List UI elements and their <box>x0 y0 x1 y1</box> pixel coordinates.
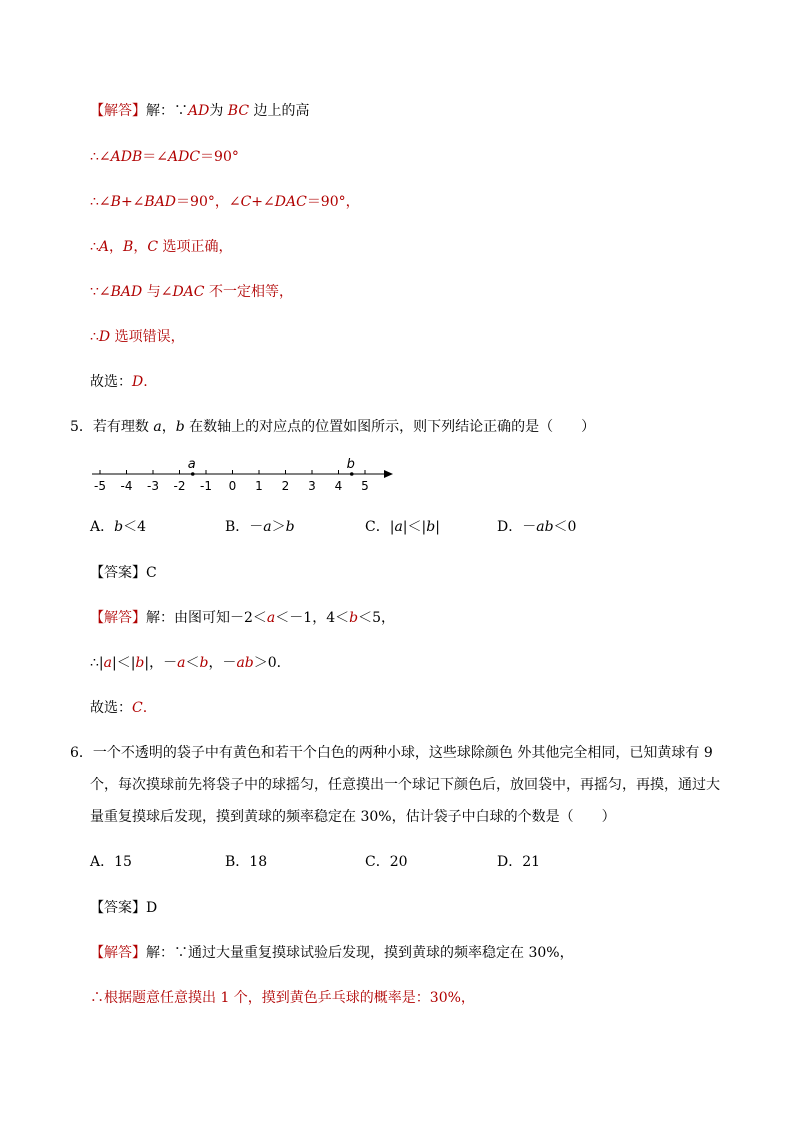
question-6-stem-line-2: 个，每次摸球前先将袋子中的球摇匀，任意摸出一个球记下颜色后，放回袋中，再摇匀，再摸，通过大 <box>90 777 720 793</box>
answer-5: 【答案】C <box>90 565 157 581</box>
option-c[interactable]: C．|a|＜|b| <box>365 519 440 535</box>
number-line-tick-label: -3 <box>147 479 159 493</box>
number-line-tick-label: -5 <box>94 479 106 493</box>
solution-6-line-2: ∴根据题意任意摸出 1 个，摸到黄色乒乓球的概率是：30%， <box>90 990 475 1006</box>
question-6-stem-line-1: 6．一个不透明的袋子中有黄色和若干个白色的两种小球，这些球除颜色 外其他完全相同，已知黄球有 9 <box>70 745 713 761</box>
number-line-figure <box>88 455 408 500</box>
solution-5-line-1: 【解答】解：由图可知－2＜a＜－1，4＜b＜5， <box>90 610 395 626</box>
number-line-point-b <box>350 472 354 476</box>
option-a[interactable]: A．15 <box>90 854 132 870</box>
number-line-tick-label: 4 <box>334 479 343 493</box>
question-5-stem: 5．若有理数 a，b 在数轴上的对应点的位置如图所示，则下列结论正确的是（ ） <box>70 419 596 435</box>
question-number: 6． <box>70 745 93 761</box>
number-line-point-label-a: a <box>187 457 196 472</box>
solution-6-line-1: 【解答】解：∵通过大量重复摸球试验后发现，摸到黄球的频率稳定在 30%， <box>90 945 574 961</box>
option-d[interactable]: D．21 <box>497 854 541 870</box>
solution-line-1: 【解答】解：∵AD为 BC 边上的高 <box>90 103 310 119</box>
number-line-arrow <box>384 470 393 478</box>
number-line-tick-label: 1 <box>255 479 263 493</box>
answer-6: 【答案】D <box>90 900 158 916</box>
option-b[interactable]: B．18 <box>225 854 268 870</box>
number-line-tick-label: -2 <box>173 479 186 493</box>
solution-line-5: ∵∠BAD 与∠DAC 不一定相等， <box>90 284 293 300</box>
solution-label: 【解答】 <box>90 610 146 626</box>
number-line-tick-label: -1 <box>200 479 212 493</box>
solution-5-line-3: 故选：C. <box>90 700 148 716</box>
number-line-tick-label: -4 <box>120 479 133 493</box>
option-c[interactable]: C．20 <box>365 854 408 870</box>
solution-label: 【解答】 <box>90 103 146 119</box>
number-line-tick-label: 0 <box>228 479 237 493</box>
number-line-tick-label: 2 <box>281 479 290 493</box>
solution-label: 【解答】 <box>90 945 146 961</box>
question-number: 5． <box>70 419 93 435</box>
solution-line-3: ∴∠B+∠BAD＝90°，∠C+∠DAC＝90°， <box>90 194 360 210</box>
number-line-tick-label: 3 <box>308 479 316 493</box>
solution-line-7: 故选：D. <box>90 374 148 390</box>
solution-line-2: ∴∠ADB＝∠ADC＝90° <box>90 149 239 165</box>
solution-line-4: ∴A，B，C 选项正确， <box>90 239 233 255</box>
solution-line-6: ∴D 选项错误， <box>90 329 185 345</box>
option-b[interactable]: B．－a＞b <box>225 519 295 535</box>
number-line-tick-label: 5 <box>361 479 369 493</box>
number-line-point-label-b: b <box>346 457 355 472</box>
number-line-point-a <box>191 472 195 476</box>
question-6-stem-line-3: 量重复摸球后发现，摸到黄球的频率稳定在 30%，估计袋子中白球的个数是（ ） <box>90 809 616 825</box>
option-a[interactable]: A．b＜4 <box>90 519 147 535</box>
option-d[interactable]: D．－ab＜0 <box>497 519 577 535</box>
solution-5-line-2: ∴|a|＜|b|，－a＜b，－ab＞0． <box>90 655 291 671</box>
